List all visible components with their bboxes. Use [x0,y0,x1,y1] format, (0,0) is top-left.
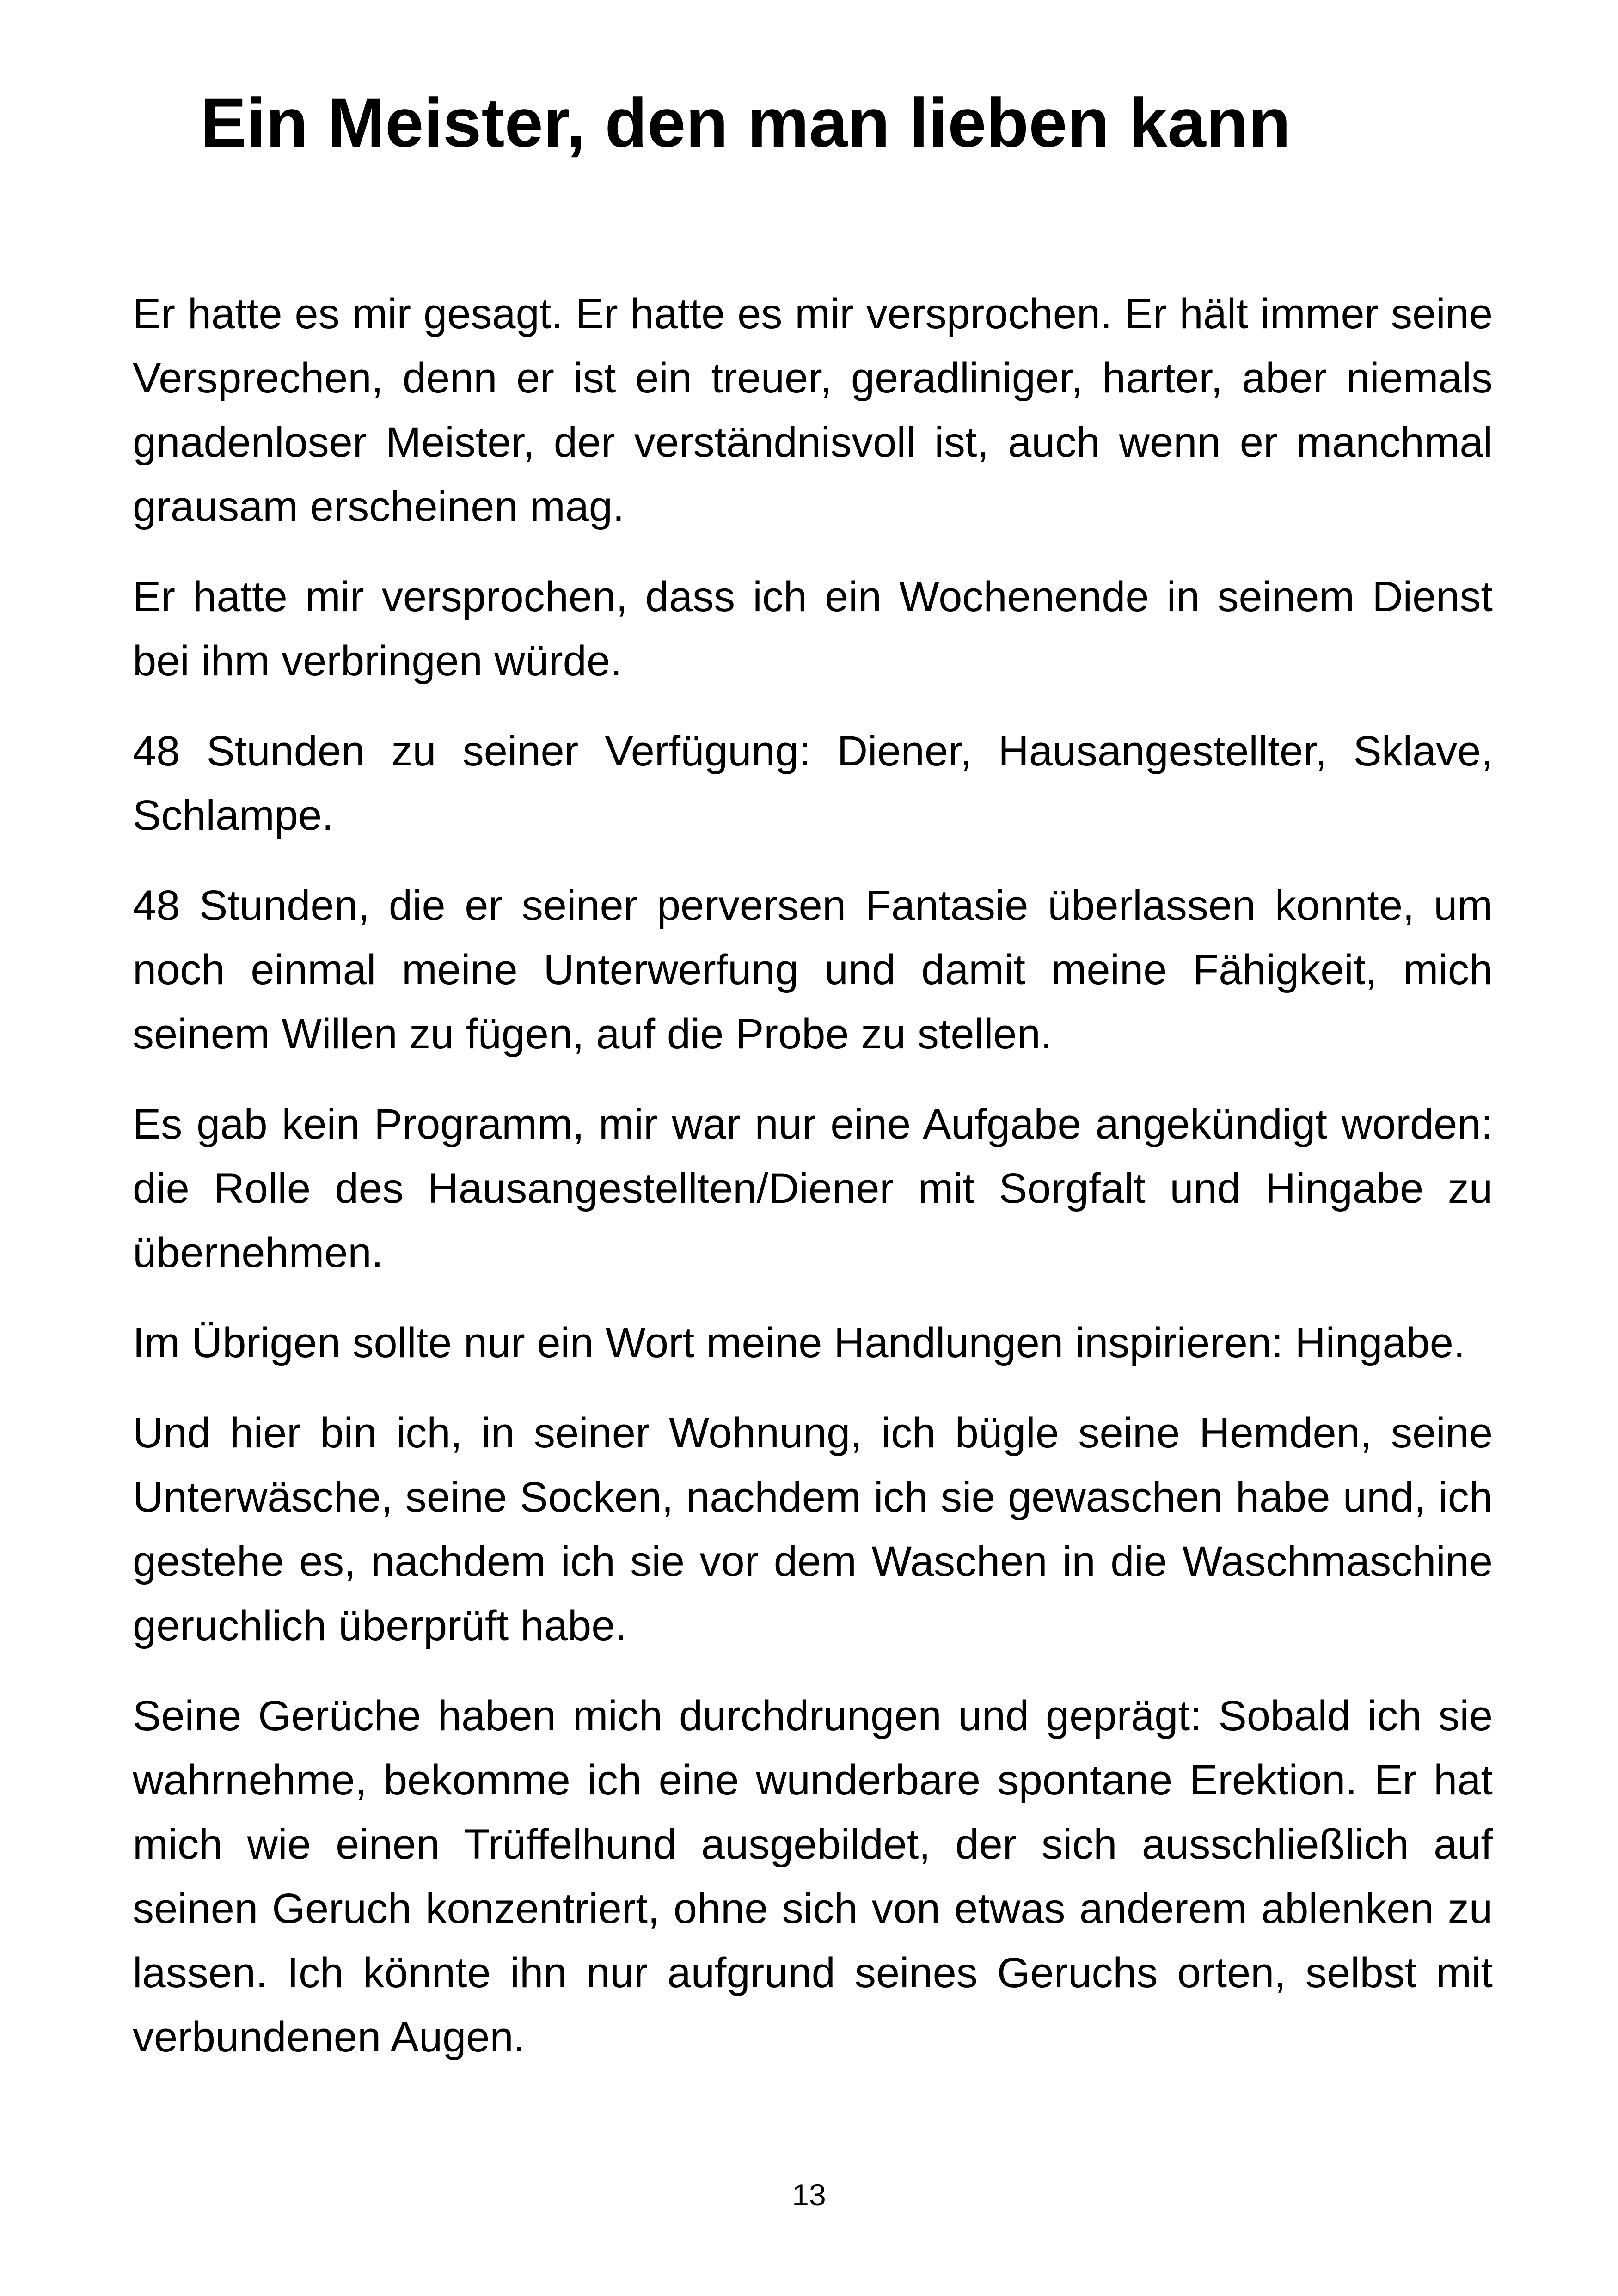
body-text [133,282,1493,2095]
paragraph-5: Es gab kein Programm, mir war nur eine Aufgabe angekündigt worden: die Rolle des Hausangestellten/Diener mit Sorgfalt und Hingabe zu übernehmen. [133,1101,1493,1276]
paragraph-3: 48 Stunden zu seiner Verfügung: Diener, Hausangestellter, Sklave, Schlampe. [133,728,1493,839]
page-number: 13 [792,2178,826,2212]
paragraph-8: Seine Gerüche haben mich durchdrungen und geprägt: Sobald ich sie wahrnehme, bekomme ich eine wunderbare spontane Erektion. Er hat mich wie einen Trüffelhund ausgebildet, der sich ausschließlich auf seinen Geruch konzentriert, ohne sich von etwas anderem ablenken zu lassen. Ich könnte ihn nur aufgrund seines Geruchs orten, selbst mit verbundenen Augen. [133,1692,1493,2061]
page-title: Ein Meister, den man lieben kann [200,84,1291,161]
paragraph-6: Im Übrigen sollte nur ein Wort meine Handlungen inspirieren: Hingabe. [133,1319,1465,1366]
paragraph-2: Er hatte mir versprochen, dass ich ein Wochenende in seinem Dienst bei ihm verbringen würde. [133,573,1493,685]
paragraph-4: 48 Stunden, die er seiner perversen Fantasie überlassen konnte, um noch einmal meine Unterwerfung und damit meine Fähigkeit, mich seinem Willen zu fügen, auf die Probe zu stellen. [133,882,1493,1058]
paragraph-7: Und hier bin ich, in seiner Wohnung, ich bügle seine Hemden, seine Unterwäsche, seine Socken, nachdem ich sie gewaschen habe und, ich gestehe es, nachdem ich sie vor dem Waschen in die Waschmaschine geruchlich überprüft habe. [133,1409,1493,1649]
paragraph-1: Er hatte es mir gesagt. Er hatte es mir versprochen. Er hält immer seine Versprechen, denn er ist ein treuer, geradliniger, harter, aber niemals gnadenloser Meister, der verständnisvoll ist, auch wenn er manchmal grausam erscheinen mag. [133,290,1493,530]
